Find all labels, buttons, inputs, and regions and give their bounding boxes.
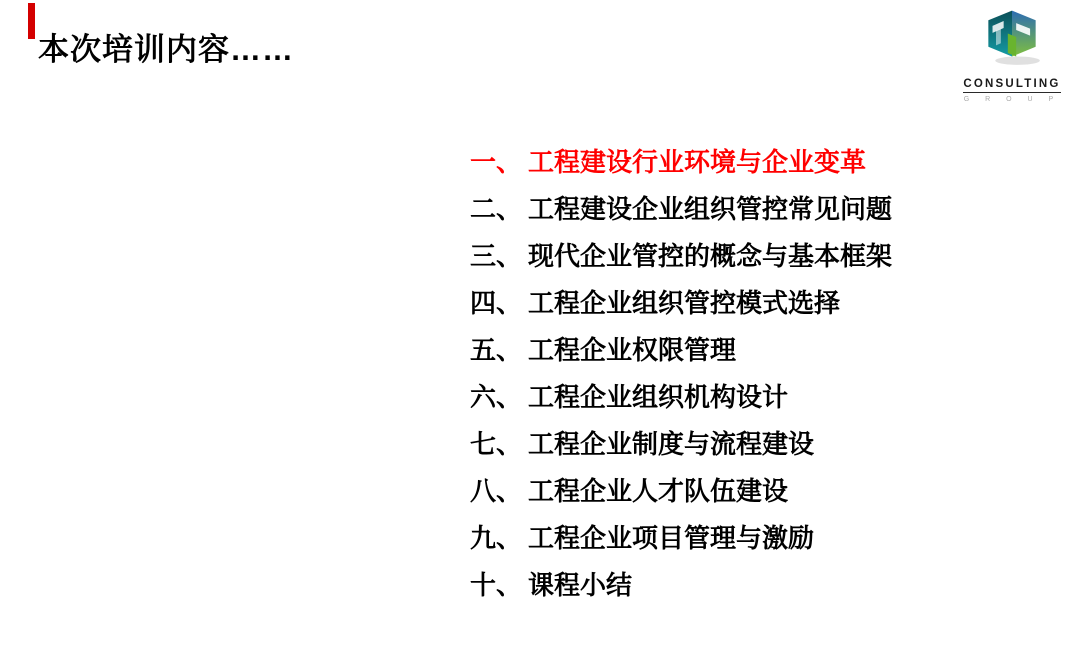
logo-cube-icon xyxy=(974,5,1050,69)
toc-item-4 xyxy=(470,280,892,327)
toc-item-10 xyxy=(470,562,892,609)
toc-item-5-number: 五、 xyxy=(470,335,523,365)
toc-item-3-number: 三、 xyxy=(470,241,523,271)
toc-item-8-number: 八、 xyxy=(470,476,523,506)
logo-consulting-text: CONSULTING xyxy=(963,78,1060,93)
toc-item-5 xyxy=(470,327,892,374)
toc-item-9 xyxy=(470,515,892,562)
toc-list xyxy=(470,139,892,609)
accent-bar xyxy=(28,3,35,39)
toc-item-6 xyxy=(470,374,892,421)
toc-item-8-label: 工程企业人才队伍建设 xyxy=(528,476,789,506)
toc-item-7-label: 工程企业制度与流程建设 xyxy=(528,429,815,459)
toc-item-6-number: 六、 xyxy=(470,382,523,412)
toc-item-7-number: 七、 xyxy=(470,429,523,459)
toc-item-1 xyxy=(470,139,892,186)
toc-item-2-number: 二、 xyxy=(470,194,523,224)
toc-item-3-label: 现代企业管控的概念与基本框架 xyxy=(528,241,893,271)
toc-item-2-label: 工程建设企业组织管控常见问题 xyxy=(528,194,893,224)
toc-item-10-number: 十、 xyxy=(470,570,523,600)
toc-item-7 xyxy=(470,421,892,468)
toc-item-9-label: 工程企业项目管理与激励 xyxy=(528,523,815,553)
toc-item-6-label: 工程企业组织机构设计 xyxy=(528,382,789,412)
toc-item-2 xyxy=(470,186,892,233)
toc-item-10-label: 课程小结 xyxy=(528,570,633,600)
toc-item-1-number: 一、 xyxy=(470,147,523,177)
toc-item-9-number: 九、 xyxy=(470,523,523,553)
toc-item-1-label: 工程建设行业环境与企业变革 xyxy=(528,147,867,177)
toc-item-4-number: 四、 xyxy=(470,288,523,318)
toc-item-8 xyxy=(470,468,892,515)
company-logo xyxy=(960,5,1064,103)
toc-item-5-label: 工程企业权限管理 xyxy=(528,335,737,365)
slide-title: 本次培训内容…… xyxy=(38,32,294,67)
toc-item-3 xyxy=(470,233,892,280)
logo-group-text: G R O U P xyxy=(963,96,1061,103)
toc-item-4-label: 工程企业组织管控模式选择 xyxy=(528,288,841,318)
